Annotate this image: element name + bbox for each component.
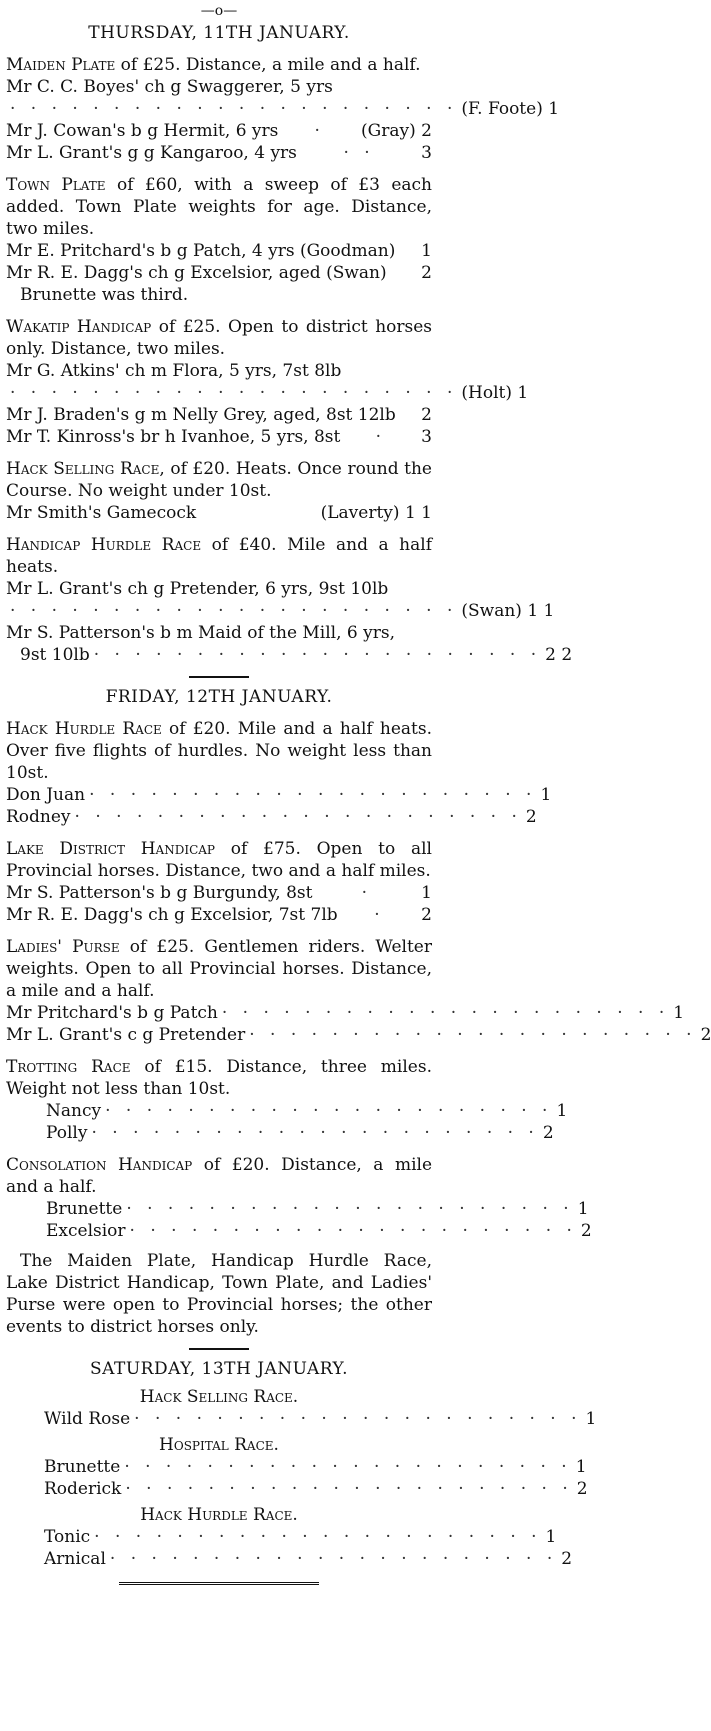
race-trotting bbox=[6, 1056, 432, 1100]
placing: 2 bbox=[421, 905, 432, 925]
horse-entry: Mr L. Grant's g g Kangaroo, 4 yrs bbox=[6, 143, 297, 163]
placing: 2 bbox=[542, 1123, 554, 1143]
horse-entry: Mr E. Pritchard's b g Patch, 4 yrs (Goodman) bbox=[6, 241, 396, 261]
race-title: Trotting Race bbox=[6, 1057, 131, 1077]
result-row bbox=[6, 600, 555, 622]
leader-dots: · · · · · · · · · · · · · · · · · · · · · · bbox=[10, 601, 458, 621]
result-row bbox=[6, 1220, 592, 1242]
race-conditions: of £25. Gentlemen riders. Welter weights. Open to all Provincial horses. Distance, a mile and a half. bbox=[6, 937, 432, 1001]
placing: 1 bbox=[545, 1527, 557, 1547]
result-row bbox=[6, 784, 552, 806]
leader-dots: · · · · · · · · · · · · · · · · · · · · · · bbox=[124, 1457, 572, 1477]
result-row bbox=[6, 1456, 587, 1478]
race-conditions: of £20. Mile and a half heats. Over five flights of hurdles. No weight less than 10st. bbox=[6, 719, 432, 783]
result-row bbox=[6, 240, 432, 262]
jockey: (F. Foote) bbox=[461, 99, 543, 119]
race-handicap-hurdle bbox=[6, 534, 432, 578]
result-row bbox=[6, 502, 432, 524]
race-title: Lake District Handicap bbox=[6, 839, 215, 859]
race-conditions: of £40. Mile and a half heats. bbox=[6, 535, 432, 577]
result-row bbox=[6, 120, 432, 142]
race-conditions: of £60, with a sweep of £3 each added. Town Plate weights for age. Distance, two miles. bbox=[6, 175, 432, 239]
leader-dots: · · · · · · · · · · · · · · · · · · · · · · bbox=[94, 1527, 542, 1547]
placing: 1 1 bbox=[527, 601, 555, 621]
result-row bbox=[6, 1100, 568, 1122]
result-row bbox=[6, 426, 432, 448]
race-maiden-plate bbox=[6, 54, 432, 76]
leader-dots: · · · · · · · · · · · · · · · · · · · · · · bbox=[221, 1003, 670, 1023]
race-title-hospital: Hospital Race. bbox=[159, 1435, 279, 1455]
result-row bbox=[6, 76, 432, 98]
result-row bbox=[6, 1408, 597, 1430]
race-note: Brunette was third. bbox=[20, 285, 189, 305]
leader-dots: · bbox=[374, 905, 385, 925]
placing: 2 bbox=[700, 1025, 711, 1045]
race-title: Hack Hurdle Race bbox=[6, 719, 162, 739]
leader-dots: · · · · · · · · · · · · · · · · · · · · · · bbox=[109, 1549, 558, 1569]
horse-entry: Mr J. Braden's g m Nelly Grey, aged, 8st 12lb bbox=[6, 405, 396, 425]
leader-dots: · · · · · · · · · · · · · · · · · · · · · · bbox=[105, 1101, 553, 1121]
leader-dots: · · · · · · · · · · · · · · · · · · · · · · bbox=[125, 1479, 573, 1499]
section-rule bbox=[189, 1348, 249, 1350]
horse-entry: Tonic bbox=[44, 1527, 91, 1547]
race-lake-district-handicap bbox=[6, 838, 432, 882]
result-row bbox=[6, 578, 432, 600]
race-conditions: of £25. Distance, a mile and a half. bbox=[115, 55, 421, 75]
horse-entry: Rodney bbox=[6, 807, 71, 827]
horse-entry: Polly bbox=[46, 1123, 88, 1143]
placing: 2 bbox=[525, 807, 537, 827]
placing: 1 bbox=[421, 241, 432, 261]
placing: 2 bbox=[561, 1549, 573, 1569]
result-row bbox=[6, 904, 432, 926]
jockey: (Gray) bbox=[361, 121, 416, 141]
leader-dots: · bbox=[361, 883, 373, 903]
result-row bbox=[6, 98, 560, 120]
jockey: (Laverty) bbox=[320, 503, 400, 523]
race-title: Town Plate bbox=[6, 175, 106, 195]
horse-entry: Don Juan bbox=[6, 785, 86, 805]
result-row bbox=[6, 622, 432, 644]
leader-dots: · · · · · · · · · · · · · · · · · · · · · · bbox=[249, 1025, 697, 1045]
leader-dots: · · · · · · · · · · · · · · · · · · · · · · bbox=[93, 645, 542, 665]
race-title: Hack Selling Race bbox=[6, 459, 160, 479]
result-row bbox=[6, 360, 432, 382]
horse-entry: Nancy bbox=[46, 1101, 102, 1121]
placing: 2 bbox=[580, 1221, 592, 1241]
horse-entry: Roderick bbox=[44, 1479, 122, 1499]
race-title: Ladies' Purse bbox=[6, 937, 120, 957]
race-conditions: of £15. Distance, three miles. Weight not less than 10st. bbox=[6, 1057, 432, 1099]
horse-entry: Mr L. Grant's c g Pretender bbox=[6, 1025, 246, 1045]
race-conditions: of £25. Open to district horses only. Distance, two miles. bbox=[6, 317, 433, 359]
separator: —o— bbox=[200, 3, 238, 19]
placing: 3 bbox=[421, 143, 432, 163]
race-title-hack-hurdle: Hack Hurdle Race. bbox=[140, 1505, 298, 1525]
horse-entry: Brunette bbox=[44, 1457, 121, 1477]
placing: 3 bbox=[421, 427, 432, 447]
result-row bbox=[6, 382, 529, 404]
jockey: (Swan) bbox=[461, 601, 522, 621]
result-row bbox=[6, 404, 432, 426]
day-heading-friday: FRIDAY, 12TH JANUARY. bbox=[105, 687, 333, 707]
result-row bbox=[6, 1024, 711, 1046]
leader-dots: · · · · · · · · · · · · · · · · · · · · · · bbox=[74, 807, 522, 827]
horse-entry: Mr Smith's Gamecock bbox=[6, 503, 197, 523]
race-title: Wakatip Handicap bbox=[6, 317, 152, 337]
result-row bbox=[6, 1122, 554, 1144]
horse-entry: Arnical bbox=[44, 1549, 106, 1569]
horse-entry: Mr S. Patterson's b m Maid of the Mill, 6 yrs, bbox=[6, 623, 396, 643]
day-heading-saturday: SATURDAY, 13TH JANUARY. bbox=[90, 1359, 348, 1379]
placing: 1 bbox=[577, 1199, 589, 1219]
day-heading-thursday: THURSDAY, 11TH JANUARY. bbox=[88, 23, 350, 43]
leader-dots: · · · · · · · · · · · · · · · · · · · · · · bbox=[10, 99, 458, 119]
placing: 2 bbox=[421, 263, 432, 283]
race-ladies-purse bbox=[6, 936, 432, 1002]
jockey: (Holt) bbox=[461, 383, 512, 403]
closing-rule bbox=[119, 1582, 319, 1585]
eligibility-note: The Maiden Plate, Handicap Hurdle Race, Lake District Handicap, Town Plate, and Ladies' Purse were open to Provincial horses; the other events to district horses only. bbox=[6, 1251, 432, 1337]
placing: 1 bbox=[585, 1409, 597, 1429]
horse-entry: Mr G. Atkins' ch m Flora, 5 yrs, 7st 8lb bbox=[6, 361, 342, 381]
race-town-plate bbox=[6, 174, 432, 240]
race-title: Maiden Plate bbox=[6, 55, 116, 75]
placing: 1 bbox=[421, 883, 432, 903]
section-rule bbox=[189, 676, 249, 678]
horse-entry: Wild Rose bbox=[44, 1409, 131, 1429]
placing: 1 1 bbox=[404, 503, 432, 523]
leader-dots: · · · · · · · · · · · · · · · · · · · · · · bbox=[134, 1409, 582, 1429]
result-row bbox=[6, 1198, 589, 1220]
placing: 1 bbox=[517, 383, 529, 403]
result-row bbox=[6, 1526, 557, 1548]
race-conditions: of £20. Distance, a mile and a half. bbox=[6, 1155, 432, 1197]
placing: 2 bbox=[421, 121, 432, 141]
leader-dots: · · · · · · · · · · · · · · · · · · · · · · bbox=[10, 383, 458, 403]
horse-entry: Mr S. Patterson's b g Burgundy, 8st bbox=[6, 883, 313, 903]
horse-entry: Mr Pritchard's b g Patch bbox=[6, 1003, 218, 1023]
race-conditions: , of £20. Heats. Once round the Course. No weight under 10st. bbox=[6, 459, 432, 501]
horse-entry: Mr C. C. Boyes' ch g Swaggerer, 5 yrs bbox=[6, 77, 333, 97]
leader-dots: · bbox=[375, 427, 386, 447]
placing: 1 bbox=[548, 99, 560, 119]
leader-dots: · · · · · · · · · · · · · · · · · · · · · · bbox=[126, 1199, 574, 1219]
horse-entry: Brunette bbox=[46, 1199, 123, 1219]
horse-entry: Mr R. E. Dagg's ch g Excelsior, aged (Swan) bbox=[6, 263, 387, 283]
race-hack-selling bbox=[6, 458, 432, 502]
leader-dots: · bbox=[314, 121, 325, 141]
placing: 1 bbox=[556, 1101, 568, 1121]
leader-dots: · · · · · · · · · · · · · · · · · · · · · · bbox=[89, 785, 537, 805]
race-title-hack-selling: Hack Selling Race. bbox=[139, 1387, 299, 1407]
horse-entry: Mr R. E. Dagg's ch g Excelsior, 7st 7lb bbox=[6, 905, 338, 925]
placing: 1 bbox=[673, 1003, 685, 1023]
race-title: Handicap Hurdle Race bbox=[6, 535, 202, 555]
race-wakatip-handicap bbox=[6, 316, 432, 360]
leader-dots: · · · · · · · · · · · · · · · · · · · · · · bbox=[129, 1221, 577, 1241]
placing: 1 bbox=[575, 1457, 587, 1477]
placing: 2 bbox=[421, 405, 432, 425]
race-conditions: of £75. Open to all Provincial horses. Distance, two and a half miles. bbox=[6, 839, 432, 881]
result-row bbox=[6, 1548, 573, 1570]
result-row bbox=[6, 882, 432, 904]
result-row bbox=[6, 262, 432, 284]
race-hack-hurdle bbox=[6, 718, 432, 784]
leader-dots: · · · · · · · · · · · · · · · · · · · · · · bbox=[91, 1123, 539, 1143]
race-title: Consolation Handicap bbox=[6, 1155, 193, 1175]
placing: 2 2 bbox=[545, 645, 573, 665]
horse-entry: Mr T. Kinross's br h Ivanhoe, 5 yrs, 8st bbox=[6, 427, 341, 447]
result-row bbox=[6, 142, 432, 164]
race-consolation-handicap bbox=[6, 1154, 432, 1198]
placing: 1 bbox=[540, 785, 552, 805]
result-row bbox=[6, 1002, 685, 1024]
leader-dots: · · bbox=[343, 143, 375, 163]
result-row bbox=[6, 806, 537, 828]
horse-entry: Excelsior bbox=[46, 1221, 126, 1241]
result-row bbox=[6, 644, 573, 666]
horse-entry: Mr L. Grant's ch g Pretender, 6 yrs, 9st 10lb bbox=[6, 579, 389, 599]
result-row bbox=[6, 1478, 588, 1500]
weight: 9st 10lb bbox=[20, 645, 90, 665]
placing: 2 bbox=[576, 1479, 588, 1499]
horse-entry: Mr J. Cowan's b g Hermit, 6 yrs bbox=[6, 121, 279, 141]
